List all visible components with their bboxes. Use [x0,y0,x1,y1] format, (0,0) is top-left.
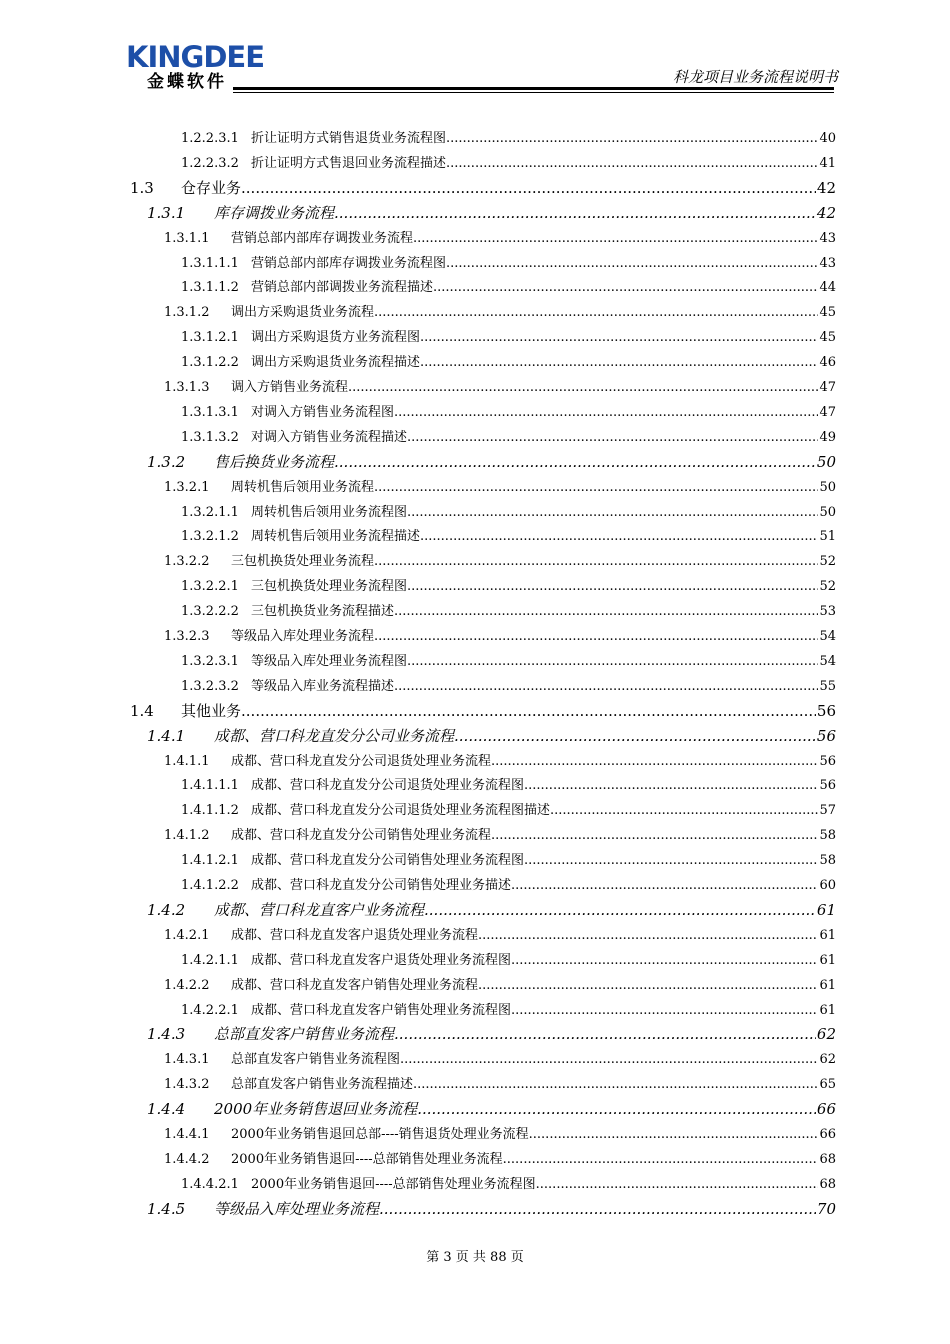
toc-entry-page: 66 [816,1100,836,1119]
header-rule-thin [233,92,834,93]
toc-entry-page: 47 [819,380,836,395]
toc-entry[interactable] [0,874,950,898]
toc-entry-title: 库存调拨业务流程 [214,203,335,222]
toc-entry[interactable] [0,999,950,1023]
toc-entry[interactable] [0,426,950,450]
toc-entry-page: 47 [819,404,836,420]
toc-dot-leader [536,1177,819,1192]
toc-entry-page: 58 [819,853,836,869]
toc-dot-leader [446,156,818,171]
toc-entry-number: 1.3.1.3.1 [181,404,239,420]
toc-entry-number: 1.3.1.1 [164,230,210,246]
toc-entry-number: 1.3.2 [147,452,186,471]
toc-entry[interactable] [0,127,950,151]
toc-dot-leader [511,1003,818,1018]
toc-entry-title: 成都、营口科龙直客户业务流程 [214,900,425,919]
logo-chinese-name: 金蝶软件 [147,72,227,92]
toc-entry-page: 43 [819,230,836,246]
toc-entry-title: 等级品入库业务流程描述 [251,678,395,694]
toc-entry-number: 1.3.2.3.1 [181,653,239,669]
toc-entry-title: 总部直发客户销售业务流程图 [231,1052,401,1068]
toc-entry-title: 营销总部内部调拨业务流程描述 [251,280,434,296]
toc-entry-number: 1.3 [130,178,154,197]
toc-entry[interactable] [0,276,950,300]
toc-dot-leader [550,803,818,818]
toc-entry[interactable] [0,227,950,251]
toc-entry-page: 68 [819,1151,836,1167]
toc-entry[interactable] [0,376,950,400]
toc-entry-title: 总部直发客户销售业务流程描述 [231,1077,414,1093]
toc-entry-number: 1.4.1.1.2 [181,803,239,819]
toc-entry-page: 40 [819,131,836,146]
header-rule [233,87,834,90]
toc-dot-leader [374,305,818,320]
toc-entry-title: 等级品入库处理业务流程 [231,629,375,644]
toc-entry[interactable] [0,1073,950,1097]
toc-entry-title: 成都、营口科龙直发分公司销售处理业务流程 [231,828,492,844]
toc-entry-page: 60 [819,878,836,893]
toc-dot-leader [394,679,818,694]
toc-entry-title: 售后换货业务流程 [214,452,335,471]
toc-entry[interactable] [0,1048,950,1072]
toc-dot-leader [420,330,818,345]
toc-entry[interactable] [0,899,950,923]
toc-entry-page: 50 [816,452,836,471]
toc-entry[interactable] [0,799,950,823]
toc-entry[interactable] [0,351,950,375]
toc-entry-number: 1.3.2.3 [164,629,210,644]
toc-entry-page: 56 [816,701,836,720]
toc-entry-number: 1.3.1.2.2 [181,355,239,371]
toc-entry-number: 1.3.1 [147,203,186,222]
toc-entry-number: 1.4.4.1 [164,1127,210,1142]
document-title: 科龙项目业务流程说明书 [672,68,838,86]
toc-entry-number: 1.4.4 [147,1100,186,1119]
toc-entry[interactable] [0,650,950,674]
toc-entry-page: 61 [819,927,836,943]
toc-entry[interactable] [0,401,950,425]
toc-entry-number: 1.4.3 [147,1025,186,1044]
toc-dot-leader [348,380,818,395]
toc-entry-page: 62 [819,1052,836,1068]
toc-dot-leader [420,355,818,370]
toc-entry[interactable] [0,1148,950,1172]
toc-entry-page: 56 [816,726,836,745]
toc-entry-page: 50 [819,504,836,520]
toc-entry-page: 45 [819,305,836,321]
toc-dot-leader [407,430,818,445]
toc-entry[interactable] [0,949,950,973]
toc-entry[interactable] [0,725,950,749]
toc-entry-title: 成都、营口科龙直发客户退货处理业务流程 [231,927,479,943]
toc-entry-title: 2000年业务销售退回总部----销售退货处理业务流程 [231,1127,529,1142]
toc-entry-number: 1.3.2.2 [164,554,210,570]
toc-entry-title: 折让证明方式售退回业务流程描述 [251,155,447,171]
toc-entry-number: 1.3.1.2 [164,305,210,321]
toc-entry-page: 56 [819,778,836,794]
toc-entry-title: 成都、营口科龙直发分公司退货处理业务流程 [231,753,492,769]
toc-dot-leader [334,204,816,222]
page-footer: 第 3 页 共 88 页 [426,1250,524,1265]
toc-entry-number: 1.4.2 [147,900,186,919]
toc-dot-leader [511,953,818,968]
toc-entry[interactable] [0,824,950,848]
toc-dot-leader [374,629,818,644]
toc-entry-title: 等级品入库处理业务流程图 [251,653,408,669]
toc-dot-leader [511,878,818,893]
toc-entry[interactable] [0,974,950,998]
toc-entry[interactable] [0,675,950,699]
toc-entry-title: 营销总部内部库存调拨业务流程 [231,230,414,246]
toc-entry[interactable] [0,501,950,525]
logo-wordmark: KINGDEE [126,40,265,74]
toc-entry-page: 66 [819,1127,836,1142]
toc-entry-number: 1.4.2.2.1 [181,1002,239,1018]
toc-entry-title: 三包机换货业务流程描述 [251,604,395,620]
toc-dot-leader [413,1077,818,1092]
toc-entry-page: 65 [819,1077,836,1093]
toc-entry-page: 61 [819,1002,836,1018]
toc-entry[interactable] [0,1198,950,1222]
toc-entry-number: 1.4.2.1 [164,927,210,943]
kingdee-logo [126,42,264,92]
toc-entry-page: 68 [819,1176,836,1192]
toc-entry-title: 营销总部内部库存调拨业务流程图 [251,255,447,271]
toc-entry-page: 46 [819,355,836,371]
toc-entry-page: 44 [819,280,836,296]
toc-entry[interactable] [0,1023,950,1047]
toc-entry-title: 折让证明方式销售退货业务流程图 [251,131,447,146]
toc-entry[interactable] [0,550,950,574]
toc-entry-page: 54 [819,653,836,669]
toc-entry[interactable] [0,625,950,649]
toc-entry-page: 42 [816,203,836,222]
toc-dot-leader [491,754,818,769]
toc-dot-leader [529,1127,819,1142]
toc-entry[interactable] [0,451,950,475]
toc-entry-title: 2000年业务销售退回----总部销售处理业务流程图 [251,1176,536,1192]
toc-entry-number: 1.4.2.1.1 [181,952,239,968]
toc-entry-number: 1.4.3.2 [164,1077,210,1093]
toc-entry-number: 1.2.2.3.2 [181,155,239,171]
toc-entry[interactable] [0,750,950,774]
toc-entry-number: 1.4.1.2.1 [181,853,239,869]
toc-entry-page: 53 [819,604,836,620]
toc-entry-page: 58 [819,828,836,844]
toc-dot-leader [478,978,818,993]
toc-entry-title: 对调入方销售业务流程描述 [251,429,408,445]
toc-entry-number: 1.3.2.1 [164,479,210,495]
toc-entry-title: 成都、营口科龙直发客户销售处理业务流程 [231,977,479,993]
toc-entry-number: 1.4.2.2 [164,977,210,993]
toc-entry-title: 成都、营口科龙直发分公司销售处理业务流程图 [251,853,525,869]
toc-entry-number: 1.3.1.2.1 [181,330,239,346]
toc-dot-leader [491,828,818,843]
toc-entry-page: 42 [816,178,836,197]
toc-entry-number: 1.3.1.1.2 [181,280,239,296]
toc-entry[interactable] [0,301,950,325]
toc-dot-leader [394,405,818,420]
toc-entry-title: 调入方销售业务流程 [231,380,349,395]
toc-entry-number: 1.4.1.1 [164,753,210,769]
toc-entry[interactable] [0,326,950,350]
toc-entry-title: 周转机售后领用业务流程图 [251,504,408,520]
toc-entry[interactable] [0,202,950,226]
toc-dot-leader [407,654,818,669]
toc-entry-page: 52 [819,579,836,595]
toc-entry-number: 1.3.1.1.1 [181,255,239,271]
toc-entry-number: 1.3.2.2.2 [181,604,239,620]
toc-entry-number: 1.4.1.1.1 [181,778,239,794]
toc-dot-leader [524,853,818,868]
toc-entry-page: 57 [819,803,836,819]
toc-entry-page: 70 [816,1199,836,1218]
toc-entry[interactable] [0,177,950,201]
toc-entry-number: 1.3.1.3.2 [181,429,239,445]
toc-dot-leader [503,1152,819,1167]
toc-dot-leader [446,131,818,146]
toc-entry-number: 1.4.3.1 [164,1052,210,1068]
toc-dot-leader [394,604,818,619]
toc-dot-leader [394,1025,816,1043]
toc-dot-leader [407,579,818,594]
toc-dot-leader [417,1100,816,1118]
toc-entry[interactable] [0,924,950,948]
toc-entry[interactable] [0,600,950,624]
toc-entry[interactable] [0,1098,950,1122]
toc-entry-title: 对调入方销售业务流程图 [251,404,395,420]
toc-dot-leader [379,1200,816,1218]
toc-entry-number: 1.4.4.2 [164,1151,210,1167]
toc-entry-number: 1.3.2.2.1 [181,579,239,595]
toc-dot-leader [241,702,816,720]
toc-entry[interactable] [0,252,950,276]
toc-dot-leader [524,778,818,793]
toc-entry-page: 54 [819,629,836,644]
toc-entry-page: 62 [816,1025,836,1044]
toc-entry-title: 周转机售后领用业务流程 [231,479,375,495]
toc-entry-number: 1.3.2.1.2 [181,529,239,545]
toc-entry-page: 50 [819,479,836,495]
toc-entry[interactable] [0,575,950,599]
toc-entry-title: 成都、营口科龙直发客户销售处理业务流程图 [251,1002,512,1018]
toc-entry-page: 61 [819,952,836,968]
toc-entry-page: 56 [819,753,836,769]
toc-entry[interactable] [0,525,950,549]
toc-dot-leader [374,554,818,569]
toc-entry-title: 成都、营口科龙直发分公司销售处理业务描述 [251,878,512,893]
toc-entry-number: 1.4.1 [147,726,186,745]
toc-entry-page: 51 [819,529,836,545]
toc-entry-number: 1.4.1.2 [164,828,210,844]
toc-entry-number: 1.4.4.2.1 [181,1176,239,1192]
toc-entry-number: 1.3.1.3 [164,380,210,395]
toc-entry-page: 41 [819,155,836,171]
toc-entry[interactable] [0,849,950,873]
toc-entry[interactable] [0,152,950,176]
toc-entry-number: 1.2.2.3.1 [181,131,239,146]
toc-dot-leader [433,280,818,295]
toc-entry-number: 1.4.1.2.2 [181,878,239,893]
toc-entry-title: 成都、营口科龙直发分公司业务流程 [214,726,455,745]
toc-entry-title: 总部直发客户销售业务流程 [214,1025,395,1044]
toc-entry-number: 1.4 [130,701,154,720]
toc-entry-page: 52 [819,554,836,570]
toc-entry-page: 49 [819,429,836,445]
toc-entry-title: 调出方采购退货业务流程描述 [251,355,421,371]
toc-dot-leader [446,256,818,271]
toc-entry-title: 等级品入库处理业务流程 [214,1199,380,1218]
toc-entry-title: 成都、营口科龙直发分公司退货处理业务流程图 [251,778,525,794]
toc-entry-title: 仓存业务 [181,178,242,197]
toc-entry-title: 调出方采购退货业务流程 [231,305,375,321]
toc-dot-leader [334,453,816,471]
toc-entry-number: 1.3.2.3.2 [181,678,239,694]
toc-dot-leader [454,727,816,745]
toc-entry[interactable] [0,700,950,724]
toc-dot-leader [413,231,818,246]
toc-entry[interactable] [0,774,950,798]
toc-entry-page: 61 [819,977,836,993]
toc-entry-title: 三包机换货处理业务流程 [231,554,375,570]
toc-entry-number: 1.4.5 [147,1199,186,1218]
toc-dot-leader [407,505,818,520]
toc-entry-page: 61 [816,900,836,919]
toc-entry-title: 其他业务 [181,701,242,720]
toc-entry-title: 成都、营口科龙直发分公司退货处理业务流程图描述 [251,803,551,819]
toc-entry-title: 成都、营口科龙直发客户退货处理业务流程图 [251,952,512,968]
toc-entry-title: 调出方采购退货方业务流程图 [251,330,421,346]
toc-dot-leader [241,179,816,197]
toc-dot-leader [420,529,818,544]
toc-entry-title: 三包机换货处理业务流程图 [251,579,408,595]
toc-entry[interactable] [0,476,950,500]
toc-entry-page: 43 [819,255,836,271]
toc-dot-leader [374,480,818,495]
toc-entry-page: 55 [819,678,836,694]
toc-entry[interactable] [0,1173,950,1197]
toc-entry-page: 45 [819,330,836,346]
toc-dot-leader [424,901,816,919]
toc-entry-title: 周转机售后领用业务流程描述 [251,529,421,545]
toc-entry-title: 2000年业务销售退回业务流程 [214,1100,418,1119]
toc-entry-title: 2000年业务销售退回----总部销售处理业务流程 [231,1151,503,1167]
toc-entry[interactable] [0,1123,950,1147]
toc-entry-number: 1.3.2.1.1 [181,504,239,520]
toc-dot-leader [478,928,818,943]
toc-dot-leader [400,1052,818,1067]
